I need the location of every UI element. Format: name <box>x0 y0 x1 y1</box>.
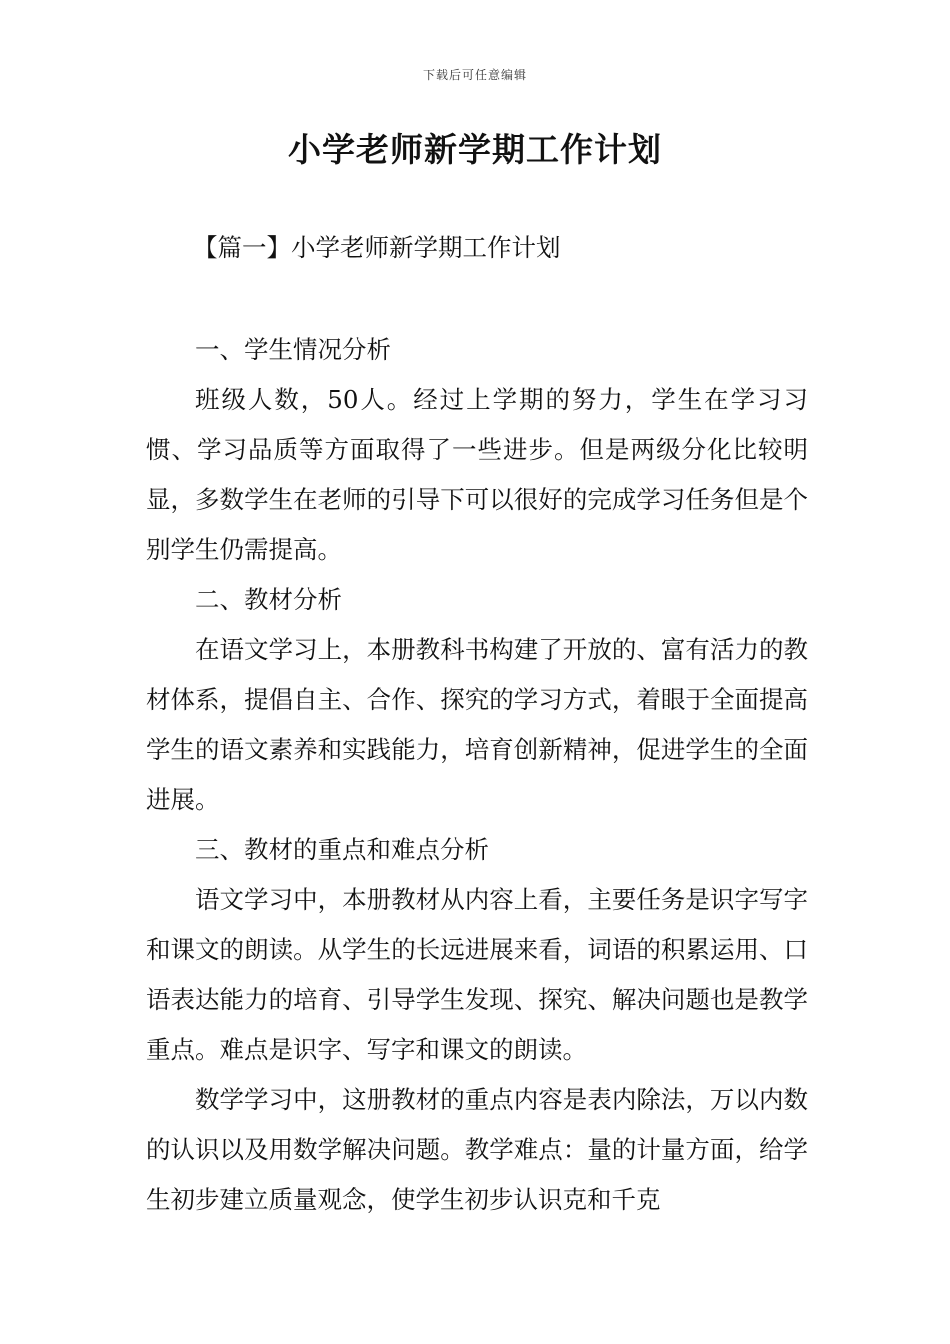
paragraph-student-analysis: 班级人数，50人。经过上学期的努力，学生在学习习惯、学习品质等方面取得了一些进步。但是两级分化比较明显，多数学生在老师的引导下可以很好的完成学习任务但是个别学生仍需提高。 <box>146 385 808 564</box>
section-heading-textbook-analysis: 二、教材分析 <box>195 585 342 614</box>
article-title: 【篇一】小学老师新学期工作计划 <box>193 233 561 262</box>
paragraph-chinese-key-points: 语文学习中，本册教材从内容上看，主要任务是识字写字和课文的朗读。从学生的长远进展来看，词语的积累运用、口语表达能力的培育、引导学生发现、探究、解决问题也是教学重点。难点是识字、写字和课文的朗读。 <box>146 885 808 1064</box>
header-note: 下载后可任意编辑 <box>422 68 527 82</box>
paragraph-math-key-points: 数学学习中，这册教材的重点内容是表内除法，万以内数的认识以及用数学解决问题。教学难点：量的计量方面，给学生初步建立质量观念，使学生初步认识克和千克 <box>146 1085 808 1214</box>
paragraph-textbook-analysis: 在语文学习上，本册教科书构建了开放的、富有活力的教材体系，提倡自主、合作、探究的学习方式，着眼于全面提高学生的语文素养和实践能力，培育创新精神，促进学生的全面进展。 <box>146 635 808 814</box>
document-body <box>146 325 808 1225</box>
document-title: 小学老师新学期工作计划 <box>288 130 662 169</box>
section-heading-key-points: 三、教材的重点和难点分析 <box>195 835 489 864</box>
section-heading-student-analysis: 一、学生情况分析 <box>195 335 391 364</box>
